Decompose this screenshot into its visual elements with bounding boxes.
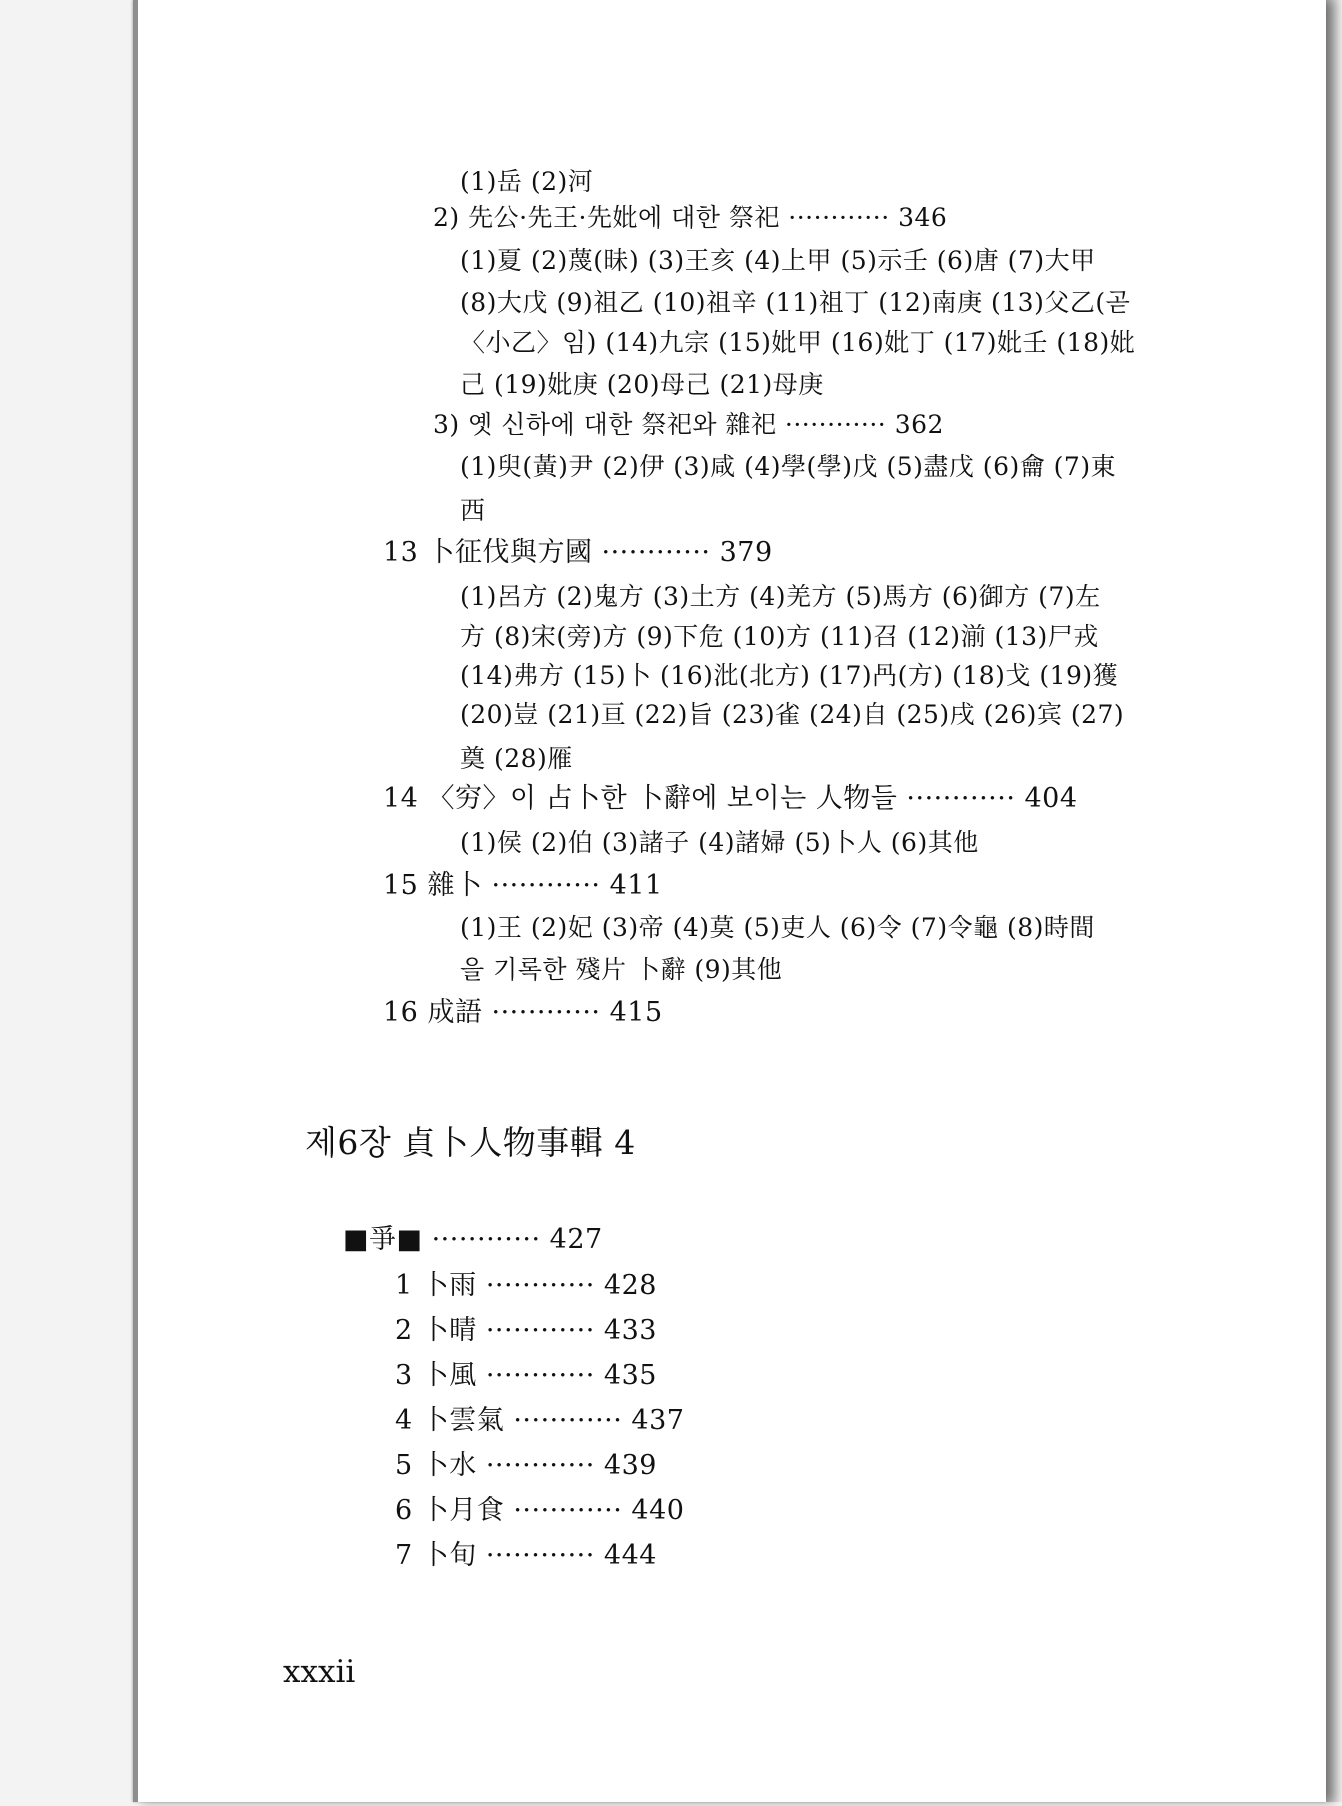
toc-line: 方 (8)宋(旁)方 (9)下危 (10)方 (11)召 (12)湔 (13)尸戎: [460, 622, 1099, 651]
toc-line: 을 기록한 殘片 卜辭 (9)其他: [460, 955, 783, 984]
toc-line: 西: [460, 496, 486, 525]
toc-line: 己 (19)妣庚 (20)母己 (21)母庚: [460, 370, 824, 399]
toc-subsection-line: 7 卜旬 ············ 444: [395, 1540, 657, 1571]
toc-line: (1)呂方 (2)鬼方 (3)土方 (4)羌方 (5)馬方 (6)御方 (7)左: [460, 582, 1101, 611]
toc-line: 奠 (28)雁: [460, 744, 573, 773]
toc-line: 2) 先公·先王·先妣에 대한 祭祀 ············ 346: [433, 203, 948, 232]
toc-section-line: 16 成語 ············ 415: [383, 997, 663, 1028]
toc-subsection-line: 4 卜雲氣 ············ 437: [395, 1405, 685, 1436]
toc-line: (1)侯 (2)伯 (3)諸子 (4)諸婦 (5)卜人 (6)其他: [460, 828, 979, 857]
toc-subsection-line: 5 卜水 ············ 439: [395, 1450, 657, 1481]
toc-subsection-line: 2 卜晴 ············ 433: [395, 1315, 657, 1346]
chapter-title: 제6장 貞卜人物事輯 4: [305, 1123, 636, 1162]
toc-subsection-line: 6 卜月食 ············ 440: [395, 1495, 685, 1526]
toc-line: (20)豈 (21)亘 (22)旨 (23)雀 (24)自 (25)戌 (26)宾 (27): [460, 700, 1125, 729]
toc-subsection-line: 1 卜雨 ············ 428: [395, 1270, 657, 1301]
toc-section-line: 13 卜征伐與方國 ············ 379: [383, 537, 773, 568]
book-page: [133, 0, 1326, 1802]
page-number: xxxii: [283, 1654, 356, 1690]
toc-line: (1)臾(黃)尹 (2)伊 (3)咸 (4)學(學)戊 (5)盡戊 (6)龠 (7)東: [460, 452, 1117, 481]
toc-line: 〈小乙〉임) (14)九宗 (15)妣甲 (16)妣丁 (17)妣壬 (18)妣: [460, 328, 1136, 357]
toc-section-line: 15 雜卜 ············ 411: [383, 870, 663, 901]
toc-line: (8)大戊 (9)祖乙 (10)祖辛 (11)祖丁 (12)南庚 (13)父乙(곧: [460, 288, 1131, 317]
toc-line: (14)弗方 (15)卜 (16)沘(北方) (17)冎(方) (18)戈 (19)獲: [460, 661, 1119, 690]
page-edge-shadow: [1326, 0, 1342, 1802]
toc-line: (1)王 (2)妃 (3)帝 (4)莫 (5)吏人 (6)令 (7)令龜 (8)時間: [460, 913, 1095, 942]
toc-subsection-line: ■爭■ ············ 427: [343, 1224, 603, 1255]
toc-section-line: 14 〈穷〉이 占卜한 卜辭에 보이는 人物들 ············ 404: [383, 783, 1078, 814]
toc-line: (1)夏 (2)蔑(昧) (3)王亥 (4)上甲 (5)示壬 (6)唐 (7)大甲: [460, 246, 1096, 275]
toc-line: 3) 옛 신하에 대한 祭祀와 雜祀 ············ 362: [433, 410, 944, 439]
toc-subsection-line: 3 卜風 ············ 435: [395, 1360, 657, 1391]
toc-line: (1)岳 (2)河: [460, 167, 594, 196]
